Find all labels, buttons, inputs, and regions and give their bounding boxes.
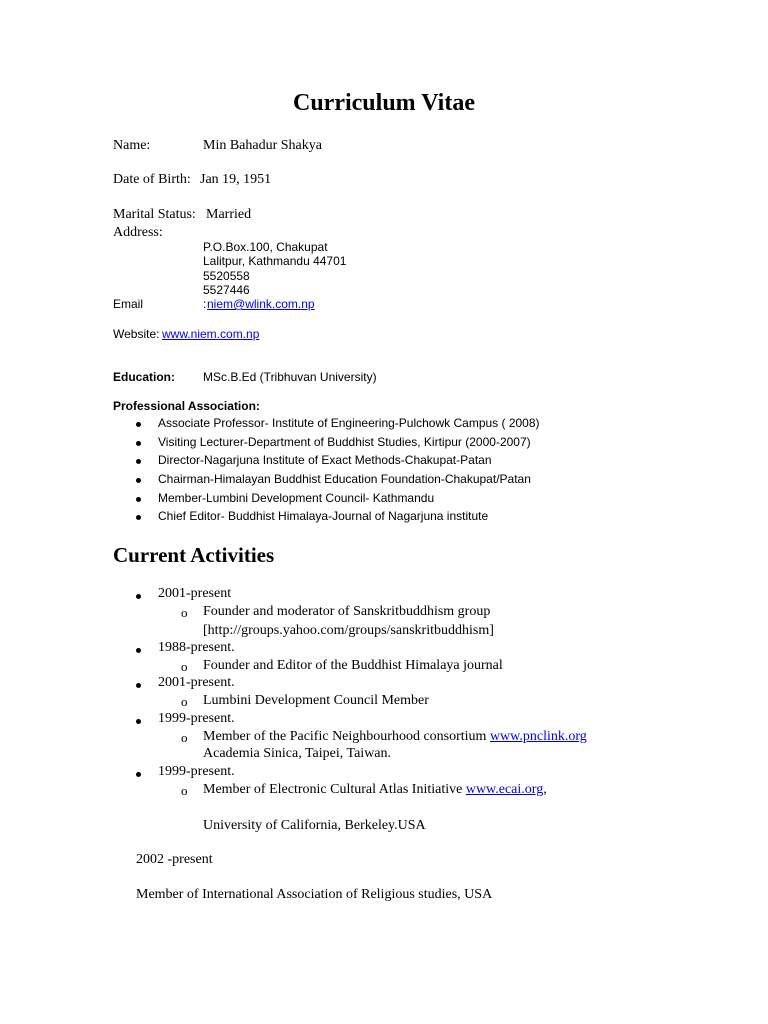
sub-bullet-icon: o bbox=[181, 730, 188, 745]
education-label: Education: bbox=[113, 370, 175, 384]
activity-text-line bbox=[203, 782, 547, 798]
activity-text-line bbox=[203, 729, 587, 745]
marital-label: Marital Status: bbox=[113, 207, 196, 222]
activity-text: Member of the Pacific Neighbourhood consortium bbox=[203, 729, 490, 744]
professional-item: Chairman-Himalayan Buddhist Education Foundation-Chakupat/Patan bbox=[158, 472, 531, 486]
extra-period: 2002 -present bbox=[136, 852, 213, 867]
activity-text-suffix: , bbox=[543, 782, 547, 797]
bullet-icon bbox=[136, 719, 141, 724]
activity-text: Member of Electronic Cultural Atlas Initiative bbox=[203, 782, 466, 797]
bullet-icon bbox=[136, 459, 141, 464]
professional-item: Chief Editor- Buddhist Himalaya-Journal of Nagarjuna institute bbox=[158, 509, 489, 523]
name-label: Name: bbox=[113, 138, 151, 153]
website-link[interactable]: www.niem.com.np bbox=[162, 327, 260, 341]
sub-bullet-icon: o bbox=[181, 659, 188, 674]
bullet-icon bbox=[136, 441, 141, 446]
email-colon: : bbox=[203, 297, 207, 311]
address-line-2: Lalitpur, Kathmandu 44701 bbox=[203, 254, 347, 268]
sub-bullet-icon: o bbox=[181, 605, 188, 620]
website-label: Website: bbox=[113, 327, 160, 341]
professional-item: Associate Professor- Institute of Engineering-Pulchowk Campus ( 2008) bbox=[158, 416, 540, 430]
bullet-icon bbox=[136, 478, 141, 483]
sub-bullet-icon: o bbox=[181, 783, 188, 798]
activity-text-cont: Academia Sinica, Taipei, Taiwan. bbox=[203, 746, 392, 761]
activity-text: Lumbini Development Council Member bbox=[203, 693, 429, 708]
activity-period: 2001-present bbox=[158, 586, 232, 601]
activity-period: 1988-present. bbox=[158, 640, 235, 655]
bullet-icon bbox=[136, 683, 141, 688]
bullet-icon bbox=[136, 515, 141, 520]
ecai-link[interactable]: www.ecai.org bbox=[465, 782, 544, 797]
bullet-icon bbox=[136, 497, 141, 502]
pnclink-link[interactable]: www.pnclink.org bbox=[489, 729, 587, 744]
professional-heading: Professional Association: bbox=[113, 399, 260, 413]
bullet-icon bbox=[136, 422, 141, 427]
activity-period: 1999-present. bbox=[158, 764, 235, 779]
email-label: Email bbox=[113, 297, 144, 311]
professional-item: Visiting Lecturer-Department of Buddhist Studies, Kirtipur (2000-2007) bbox=[158, 435, 531, 449]
phone-1: 5520558 bbox=[203, 269, 250, 283]
bullet-icon bbox=[136, 648, 141, 653]
address-line-1: P.O.Box.100, Chakupat bbox=[203, 240, 328, 254]
professional-item: Director-Nagarjuna Institute of Exact Methods-Chakupat-Patan bbox=[158, 453, 492, 467]
dob-label: Date of Birth: bbox=[113, 172, 191, 187]
activity-text: Founder and Editor of the Buddhist Himalaya journal bbox=[203, 658, 503, 673]
dob-value: Jan 19, 1951 bbox=[200, 172, 272, 187]
page-title: Curriculum Vitae bbox=[293, 90, 475, 116]
education-value: MSc.B.Ed (Tribhuvan University) bbox=[203, 370, 377, 384]
bullet-icon bbox=[136, 772, 141, 777]
name-value: Min Bahadur Shakya bbox=[203, 138, 322, 153]
sub-bullet-icon: o bbox=[181, 694, 188, 709]
email-link[interactable]: niem@wlink.com.np bbox=[207, 297, 315, 311]
activity-text-cont: University of California, Berkeley.USA bbox=[203, 818, 426, 833]
activity-text-cont: [http://groups.yahoo.com/groups/sanskritbuddhism] bbox=[203, 623, 494, 638]
current-activities-heading: Current Activities bbox=[113, 543, 275, 567]
marital-value: Married bbox=[206, 207, 252, 222]
activity-period: 1999-present. bbox=[158, 711, 235, 726]
phone-2: 5527446 bbox=[203, 283, 250, 297]
extra-activity: Member of International Association of Religious studies, USA bbox=[136, 887, 493, 902]
professional-item: Member-Lumbini Development Council- Kathmandu bbox=[158, 491, 435, 505]
address-label: Address: bbox=[113, 225, 163, 240]
activity-text: Founder and moderator of Sanskritbuddhism group bbox=[203, 604, 491, 619]
bullet-icon bbox=[136, 594, 141, 599]
activity-period: 2001-present. bbox=[158, 675, 235, 690]
